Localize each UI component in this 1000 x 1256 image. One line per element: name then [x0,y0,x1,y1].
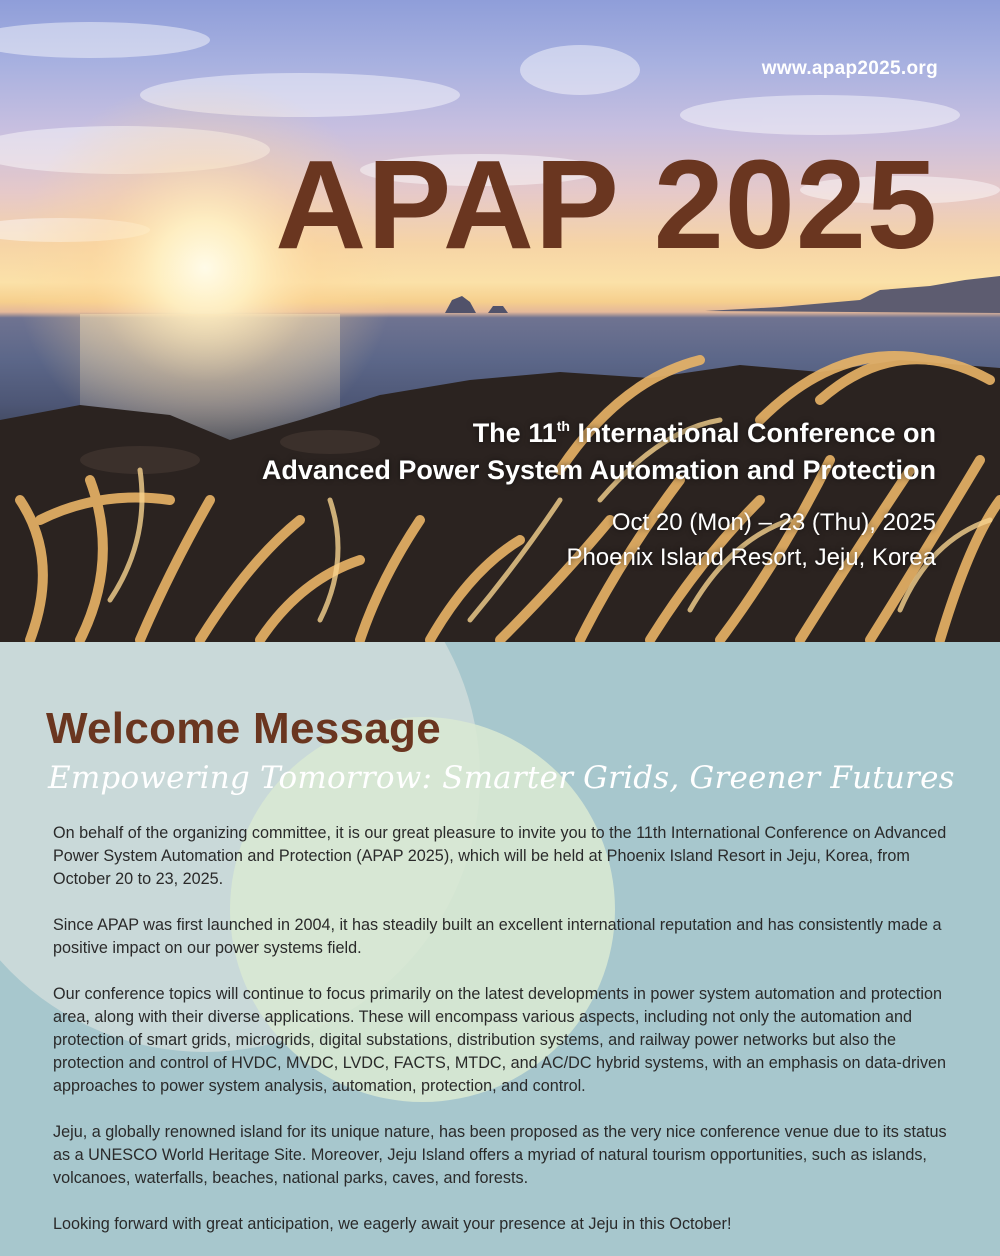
paragraph: Jeju, a globally renowned island for its unique nature, has been proposed as the very nice conference venue due to its status as a UNESCO World Heritage Site. Moreover, Jeju Island offers a myriad of natural tourism opportunities, such as islands, volcanoes, waterfalls, beaches, national parks, caves, and forests. [53,1123,947,1187]
paragraph: On behalf of the organizing committee, it is our great pleasure to invite you to the 11th International Conference on Advanced Power System Automation and Protection (APAP 2025), which will be held at Phoenix Island Resort in Jeju, Korea, from October 20 to 23, 2025. [53,824,947,888]
conference-title: APAP 2025 [275,134,938,275]
welcome-tagline: Empowering Tomorrow: Smarter Grids, Greener Futures [48,760,955,796]
subtitle-line-2: Advanced Power System Automation and Protection [261,455,936,485]
subtitle-line-1: The 11th International Conference on [472,418,936,448]
event-dates: Oct 20 (Mon) – 23 (Thu), 2025 [611,509,936,536]
event-venue: Phoenix Island Resort, Jeju, Korea [566,544,936,571]
distant-coast [705,276,1000,313]
welcome-section [0,642,1000,1256]
welcome-heading: Welcome Message [46,704,441,753]
website-url: www.apap2025.org [761,58,938,79]
conference-subtitle [262,408,936,489]
paragraph: Since APAP was first launched in 2004, it has steadily built an excellent international reputation and has consistently made a positive impact on our power systems field. [53,916,942,957]
paragraph: Our conference topics will continue to focus primarily on the latest developments in power system automation and protection area, along with their diverse applications. These will encompass various aspects, including not only the automation and protection of smart grids, microgrids, digital substations, distribution systems, and railway power networks but also the protection and control of HVDC, MVDC, LVDC, FACTS, MTDC, and AC/DC hybrid systems, with an emphasis on data-driven approaches to power system analysis, automation, protection, and control. [53,985,947,1095]
event-info [566,505,936,575]
welcome-body [53,822,958,1256]
distant-rock [445,296,476,313]
paragraph: Looking forward with great anticipation, we eagerly await your presence at Jeju in this October! [53,1215,732,1233]
